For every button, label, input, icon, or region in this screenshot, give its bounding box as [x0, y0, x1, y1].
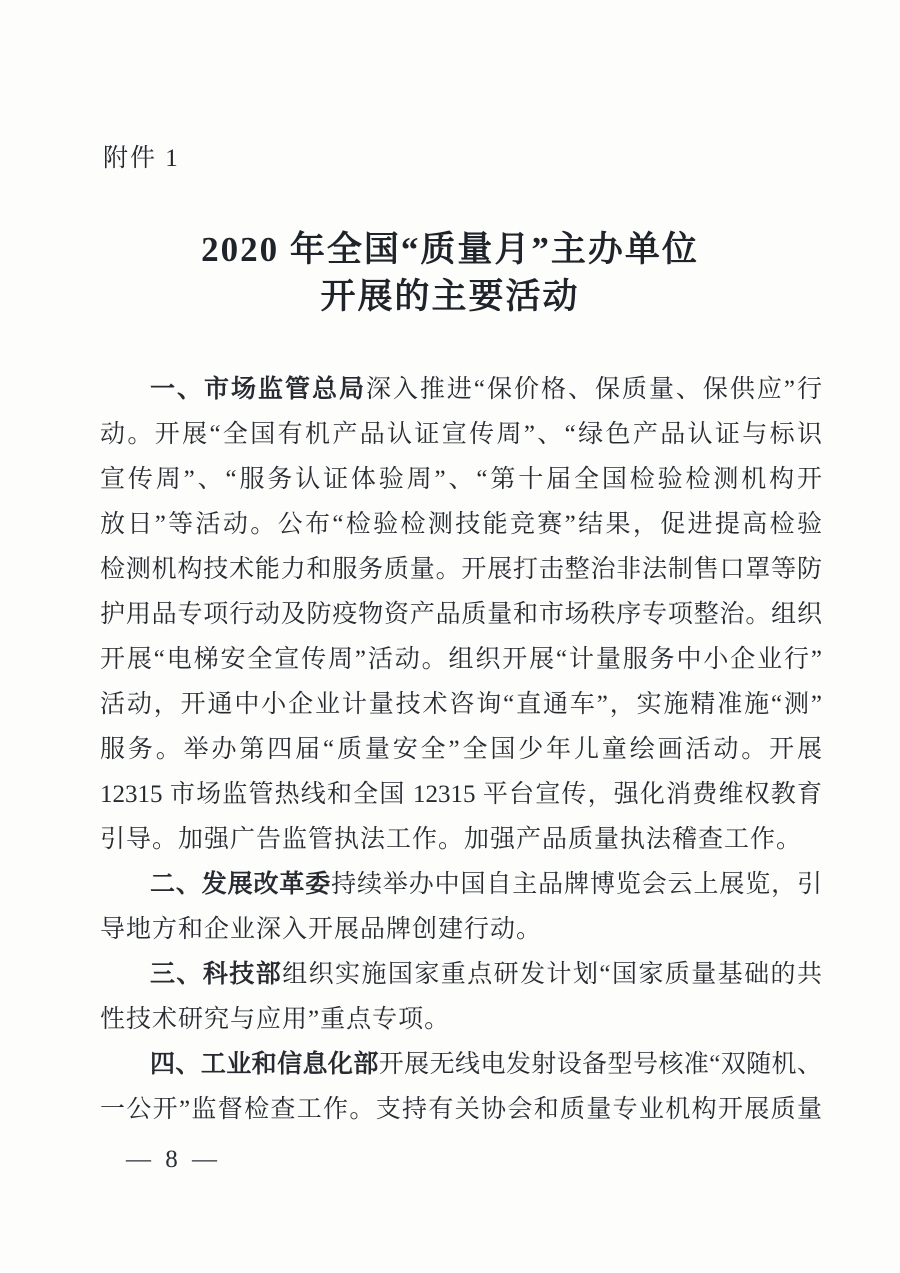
text-line — [100, 727, 822, 772]
text-segment: 动。开展“全国有机产品认证宣传周”、“绿色产品认证与标识 — [100, 421, 822, 448]
text-line — [100, 1087, 822, 1132]
text-line — [100, 772, 822, 817]
text-segment: 导地方和企业深入开展品牌创建行动。 — [100, 916, 543, 943]
text-line — [100, 817, 822, 862]
document-title-line1: 2020 年全国“质量月”主办单位 — [201, 230, 699, 269]
document-title — [0, 226, 900, 320]
text-segment: 放日”等活动。公布“检验检测技能竞赛”结果，促进提高检验 — [100, 511, 822, 538]
text-line — [100, 997, 822, 1042]
text-line — [100, 907, 822, 952]
text-segment: 开展无线电发射设备型号核准“双随机、 — [378, 1051, 822, 1078]
text-segment: 宣传周”、“服务认证体验周”、“第十届全国检验检测机构开 — [100, 466, 822, 493]
text-segment: 组织实施国家重点研发计划“国家质量基础的共 — [282, 961, 822, 988]
text-line — [100, 592, 822, 637]
text-segment: 检测机构技术能力和服务质量。开展打击整治非法制售口罩等防 — [100, 556, 822, 583]
text-line — [100, 547, 822, 592]
text-segment: 深入推进“保价格、保质量、保供应”行 — [365, 376, 822, 403]
text-line — [100, 367, 822, 412]
text-segment: 开展“电梯安全宣传周”活动。组织开展“计量服务中小企业行” — [100, 646, 822, 673]
section-heading: 四、工业和信息化部 — [150, 1050, 379, 1078]
text-line — [100, 682, 822, 727]
text-line — [100, 502, 822, 547]
text-line — [100, 862, 822, 907]
text-segment: 一公开”监督检查工作。支持有关协会和质量专业机构开展质量 — [100, 1096, 822, 1123]
text-segment: 性技术研究与应用”重点专项。 — [100, 1006, 451, 1033]
document-title-line2: 开展的主要活动 — [320, 277, 580, 316]
section-heading: 二、发展改革委 — [150, 870, 332, 898]
text-segment: 护用品专项行动及防疫物资产品质量和市场秩序专项整治。组织 — [100, 601, 822, 628]
section-heading: 三、科技部 — [150, 960, 283, 988]
text-segment: 活动，开通中小企业计量技术咨询“直通车”，实施精准施“测” — [100, 691, 822, 718]
text-line — [100, 412, 822, 457]
text-line — [100, 457, 822, 502]
text-segment: 12315 市场监管热线和全国 12315 平台宣传，强化消费维权教育 — [100, 781, 822, 808]
document-body — [100, 367, 822, 1132]
text-line — [100, 952, 822, 997]
text-segment: 持续举办中国自主品牌博览会云上展览，引 — [331, 871, 822, 898]
text-line — [100, 1042, 822, 1087]
text-segment: 服务。举办第四届“质量安全”全国少年儿童绘画活动。开展 — [100, 736, 822, 763]
page-number: — 8 — — [126, 1146, 221, 1173]
text-segment: 引导。加强广告监管执法工作。加强产品质量执法稽查工作。 — [100, 826, 803, 853]
text-line — [100, 637, 822, 682]
attachment-label: 附件 1 — [103, 145, 180, 172]
section-heading: 一、市场监管总局 — [150, 375, 366, 403]
